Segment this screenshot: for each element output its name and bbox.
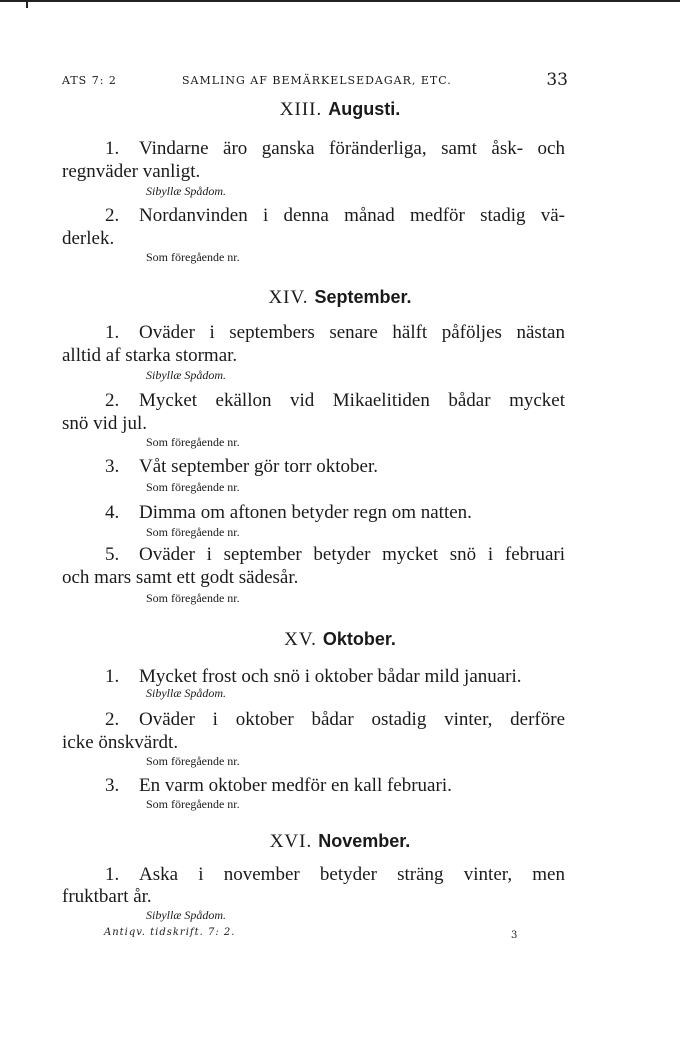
scan-edge-tick bbox=[26, 0, 28, 8]
entry-source: Sibyllæ Spådom. bbox=[146, 908, 226, 922]
entry-number: 1. bbox=[105, 666, 120, 687]
entry-first-line bbox=[105, 864, 565, 886]
entry-source: Som föregående nr. bbox=[146, 591, 240, 605]
entry-text: Vindarne äro ganska föränderliga, samt åsk- och bbox=[139, 138, 565, 159]
entry-number: 1. bbox=[105, 864, 120, 885]
entry-source: Sibyllæ Spådom. bbox=[146, 184, 226, 198]
entry-continuation: alltid af starka stormar. bbox=[62, 345, 238, 366]
running-head-series: ATS 7: 2 bbox=[62, 74, 117, 87]
section-heading-september bbox=[0, 286, 680, 309]
section-name: Oktober. bbox=[322, 629, 396, 649]
entry-number: 2. bbox=[105, 390, 120, 411]
section-heading-november bbox=[0, 830, 680, 853]
entry-text: Oväder i oktober bådar ostadig vinter, derföre bbox=[139, 709, 565, 730]
entry-text: Våt september gör torr oktober. bbox=[139, 456, 379, 477]
section-name: Augusti. bbox=[328, 99, 401, 119]
entry-first-line bbox=[105, 775, 565, 797]
entry-continuation: och mars samt ett godt sädesår. bbox=[62, 567, 299, 588]
entry-first-line bbox=[105, 138, 565, 160]
entry-continuation: derlek. bbox=[62, 228, 115, 249]
entry-source: Som föregående nr. bbox=[146, 797, 240, 811]
section-name: November. bbox=[318, 831, 411, 851]
entry-number: 4. bbox=[105, 502, 120, 523]
entry-source: Sibyllæ Spådom. bbox=[146, 368, 226, 382]
entry-text: Nordanvinden i denna månad medför stadig vä- bbox=[139, 205, 565, 226]
entry-number: 2. bbox=[105, 205, 120, 226]
entry-first-line bbox=[105, 390, 565, 412]
sheet-number: 3 bbox=[511, 930, 518, 941]
entry-first-line bbox=[105, 205, 565, 227]
entry-number: 5. bbox=[105, 544, 120, 565]
entry-text: Mycket ekällon vid Mikaelitiden bådar mycket bbox=[139, 390, 565, 411]
entry-continuation: icke önskvärdt. bbox=[62, 732, 179, 753]
entry-text: Mycket frost och snö i oktober bådar mild januari. bbox=[139, 666, 522, 687]
entry-first-line bbox=[105, 456, 565, 478]
entry-first-line bbox=[105, 322, 565, 344]
section-number: XV. bbox=[284, 629, 317, 650]
entry-number: 2. bbox=[105, 709, 120, 730]
entry-source: Som föregående nr. bbox=[146, 250, 240, 264]
entry-continuation: snö vid jul. bbox=[62, 413, 147, 434]
section-name: September. bbox=[314, 287, 412, 307]
entry-source: Som föregående nr. bbox=[146, 754, 240, 768]
entry-number: 1. bbox=[105, 138, 120, 159]
entry-source: Sibyllæ Spådom. bbox=[146, 686, 226, 700]
running-head-title: SAMLING AF BEMÄRKELSEDAGAR, ETC. bbox=[182, 74, 452, 87]
printer-signature: Antiqv. tidskrift. 7: 2. bbox=[104, 927, 236, 938]
entry-text: Aska i november betyder sträng vinter, men bbox=[139, 864, 565, 885]
entry-source: Som föregående nr. bbox=[146, 435, 240, 449]
entry-text: Oväder i septembers senare hälft påföljes nästan bbox=[139, 322, 565, 343]
entry-continuation: fruktbart år. bbox=[62, 886, 152, 907]
entry-first-line bbox=[105, 666, 565, 688]
entry-first-line bbox=[105, 502, 565, 524]
entry-first-line bbox=[105, 709, 565, 731]
entry-text: Dimma om aftonen betyder regn om natten. bbox=[139, 502, 472, 523]
entry-source: Som föregående nr. bbox=[146, 480, 240, 494]
section-number: XIV. bbox=[268, 287, 309, 308]
section-heading-oktober bbox=[0, 628, 680, 651]
entry-text: En varm oktober medför en kall februari. bbox=[139, 775, 452, 796]
entry-number: 3. bbox=[105, 456, 120, 477]
entry-number: 1. bbox=[105, 322, 120, 343]
scan-edge-line bbox=[0, 0, 680, 2]
entry-first-line bbox=[105, 544, 565, 566]
section-number: XVI. bbox=[269, 831, 313, 852]
running-head bbox=[62, 70, 568, 90]
entry-source: Som föregående nr. bbox=[146, 525, 240, 539]
entry-number: 3. bbox=[105, 775, 120, 796]
entry-text: Oväder i september betyder mycket snö i februari bbox=[139, 544, 565, 565]
entry-continuation: regnväder vanligt. bbox=[62, 161, 201, 182]
section-number: XIII. bbox=[279, 99, 323, 120]
section-heading-augusti bbox=[0, 98, 680, 121]
page-number: 33 bbox=[546, 70, 568, 90]
